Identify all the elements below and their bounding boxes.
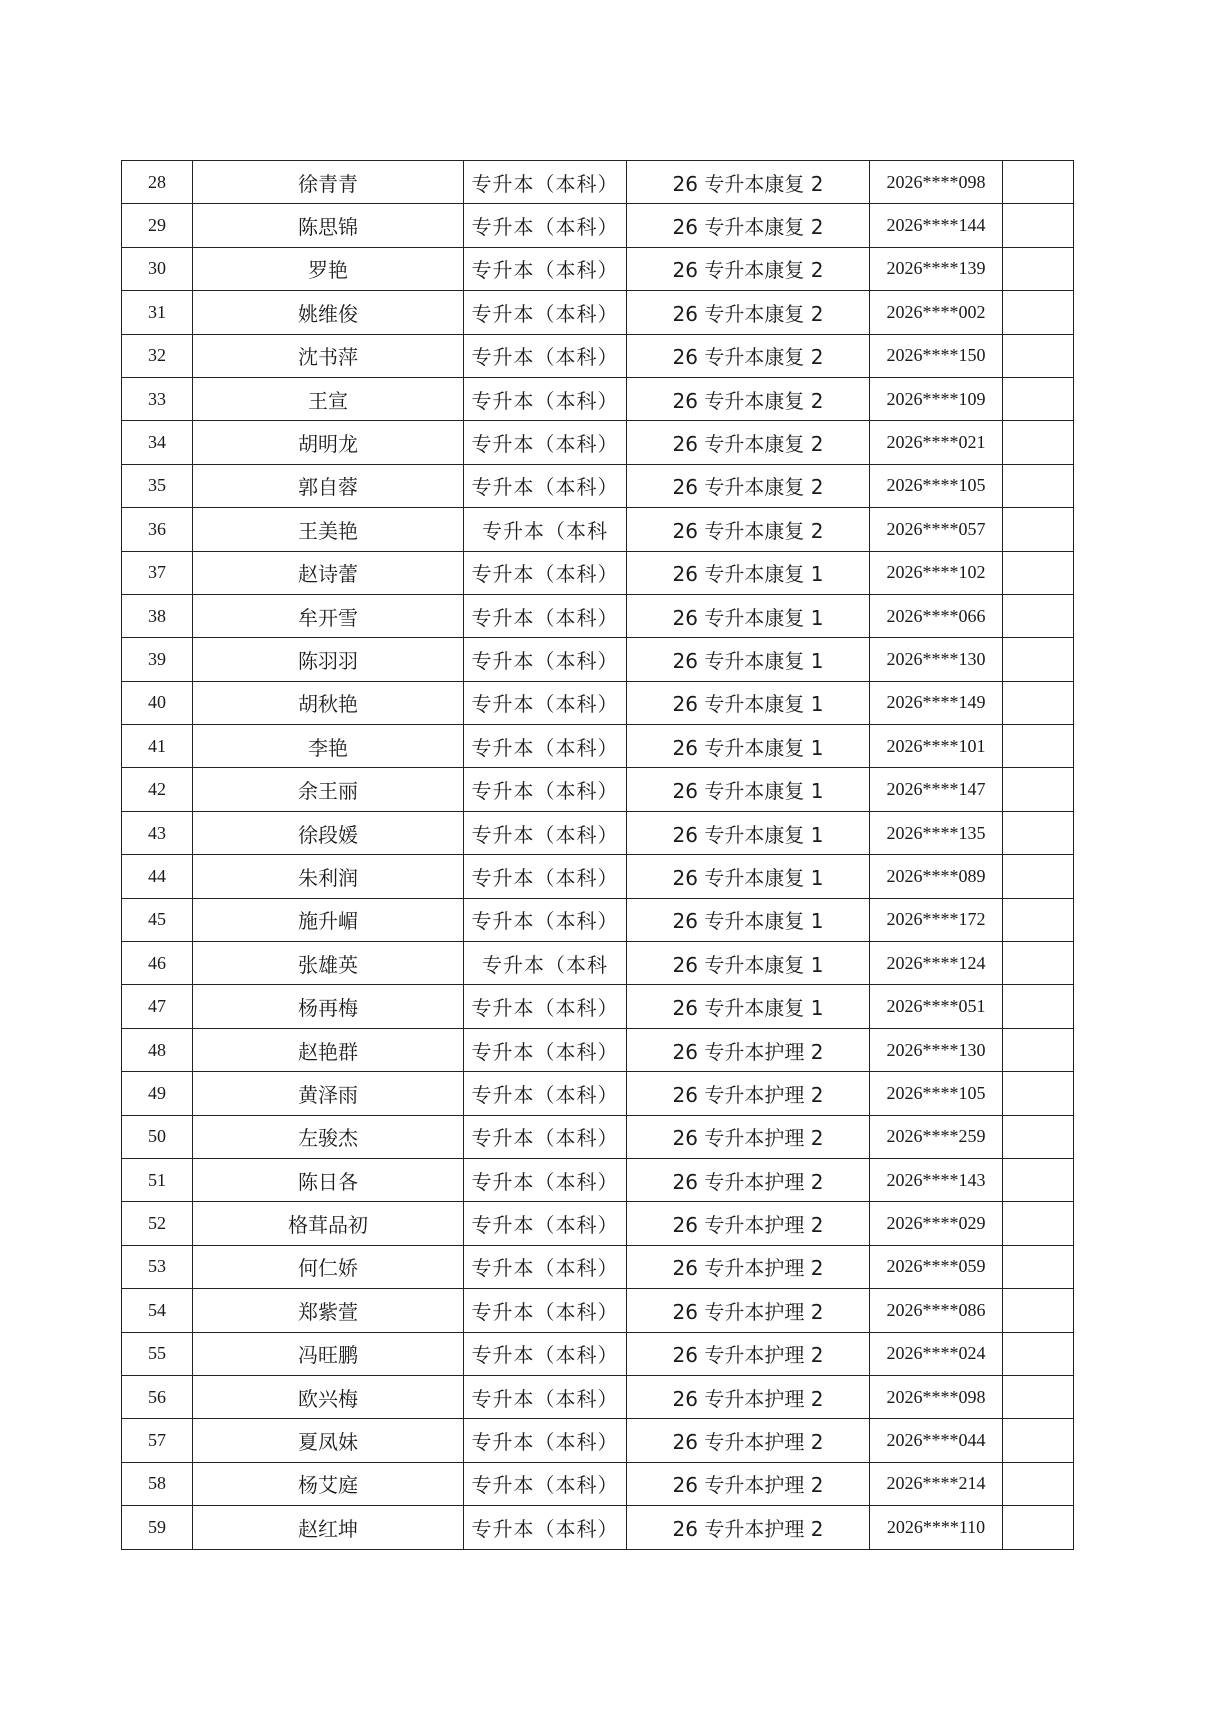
student-name: 朱利润 — [193, 855, 464, 898]
student-id: 2026****029 — [870, 1202, 1003, 1245]
student-name: 杨艾庭 — [193, 1462, 464, 1505]
row-number: 34 — [122, 421, 193, 464]
class-name: 26 专升本康复 2 — [627, 508, 870, 551]
table-row — [122, 551, 1074, 594]
class-name: 26 专升本康复 1 — [627, 942, 870, 985]
student-name: 施升嵋 — [193, 898, 464, 941]
table-row — [122, 1506, 1074, 1549]
class-name: 26 专升本护理 2 — [627, 1115, 870, 1158]
student-name: 牟开雪 — [193, 594, 464, 637]
remark-cell — [1003, 204, 1074, 247]
table-row — [122, 811, 1074, 854]
student-name: 沈书萍 — [193, 334, 464, 377]
class-name: 26 专升本护理 2 — [627, 1072, 870, 1115]
table-row — [122, 942, 1074, 985]
remark-cell — [1003, 334, 1074, 377]
student-id: 2026****066 — [870, 594, 1003, 637]
admission-type: 专升本（本科） — [464, 1506, 627, 1549]
class-name: 26 专升本康复 1 — [627, 768, 870, 811]
remark-cell — [1003, 594, 1074, 637]
row-number: 45 — [122, 898, 193, 941]
remark-cell — [1003, 1028, 1074, 1071]
student-name: 姚维俊 — [193, 291, 464, 334]
row-number: 44 — [122, 855, 193, 898]
row-number: 54 — [122, 1289, 193, 1332]
row-number: 39 — [122, 638, 193, 681]
class-name: 26 专升本康复 1 — [627, 681, 870, 724]
row-number: 36 — [122, 508, 193, 551]
admission-type: 专升本（本科） — [464, 464, 627, 507]
remark-cell — [1003, 942, 1074, 985]
student-id: 2026****259 — [870, 1115, 1003, 1158]
row-number: 49 — [122, 1072, 193, 1115]
remark-cell — [1003, 161, 1074, 204]
student-id: 2026****150 — [870, 334, 1003, 377]
student-id: 2026****044 — [870, 1419, 1003, 1462]
class-name: 26 专升本护理 2 — [627, 1332, 870, 1375]
admission-type: 专升本（本科） — [464, 681, 627, 724]
student-name: 郭自蓉 — [193, 464, 464, 507]
student-id: 2026****124 — [870, 942, 1003, 985]
student-id: 2026****172 — [870, 898, 1003, 941]
remark-cell — [1003, 247, 1074, 290]
table-row — [122, 985, 1074, 1028]
admission-type: 专升本（本科） — [464, 421, 627, 464]
student-name: 李艳 — [193, 725, 464, 768]
student-id: 2026****144 — [870, 204, 1003, 247]
row-number: 38 — [122, 594, 193, 637]
student-name: 王美艳 — [193, 508, 464, 551]
student-id: 2026****135 — [870, 811, 1003, 854]
roster-body — [122, 161, 1074, 1550]
remark-cell — [1003, 1419, 1074, 1462]
remark-cell — [1003, 508, 1074, 551]
remark-cell — [1003, 681, 1074, 724]
admission-type: 专升本（本科） — [464, 638, 627, 681]
row-number: 28 — [122, 161, 193, 204]
row-number: 47 — [122, 985, 193, 1028]
remark-cell — [1003, 1202, 1074, 1245]
student-name: 郑紫萱 — [193, 1289, 464, 1332]
admission-type: 专升本（本科） — [464, 1462, 627, 1505]
admission-type: 专升本（本科） — [464, 204, 627, 247]
table-row — [122, 247, 1074, 290]
row-number: 32 — [122, 334, 193, 377]
student-name: 徐青青 — [193, 161, 464, 204]
student-name: 张雄英 — [193, 942, 464, 985]
class-name: 26 专升本康复 2 — [627, 161, 870, 204]
admission-type: 专升本（本科） — [464, 1202, 627, 1245]
student-name: 何仁娇 — [193, 1245, 464, 1288]
admission-type: 专升本（本科） — [464, 594, 627, 637]
class-name: 26 专升本护理 2 — [627, 1462, 870, 1505]
table-row — [122, 204, 1074, 247]
student-id: 2026****149 — [870, 681, 1003, 724]
student-name: 格茸品初 — [193, 1202, 464, 1245]
row-number: 56 — [122, 1375, 193, 1418]
student-id: 2026****130 — [870, 1028, 1003, 1071]
student-id: 2026****057 — [870, 508, 1003, 551]
table-row — [122, 1289, 1074, 1332]
student-id: 2026****101 — [870, 725, 1003, 768]
student-name: 胡秋艳 — [193, 681, 464, 724]
student-name: 徐段媛 — [193, 811, 464, 854]
student-name: 余王丽 — [193, 768, 464, 811]
student-name: 陈思锦 — [193, 204, 464, 247]
remark-cell — [1003, 1375, 1074, 1418]
class-name: 26 专升本护理 2 — [627, 1375, 870, 1418]
student-id: 2026****139 — [870, 247, 1003, 290]
student-id: 2026****098 — [870, 161, 1003, 204]
row-number: 58 — [122, 1462, 193, 1505]
table-row — [122, 768, 1074, 811]
admission-type: 专升本（本科） — [464, 247, 627, 290]
student-id: 2026****002 — [870, 291, 1003, 334]
remark-cell — [1003, 1158, 1074, 1201]
row-number: 40 — [122, 681, 193, 724]
remark-cell — [1003, 1072, 1074, 1115]
student-id: 2026****214 — [870, 1462, 1003, 1505]
class-name: 26 专升本护理 2 — [627, 1158, 870, 1201]
table-row — [122, 725, 1074, 768]
table-row — [122, 681, 1074, 724]
student-id: 2026****147 — [870, 768, 1003, 811]
remark-cell — [1003, 898, 1074, 941]
class-name: 26 专升本康复 2 — [627, 204, 870, 247]
student-name: 赵艳群 — [193, 1028, 464, 1071]
class-name: 26 专升本康复 2 — [627, 291, 870, 334]
table-row — [122, 638, 1074, 681]
student-id: 2026****051 — [870, 985, 1003, 1028]
admission-type: 专升本（本科） — [464, 1158, 627, 1201]
student-id: 2026****086 — [870, 1289, 1003, 1332]
table-row — [122, 898, 1074, 941]
remark-cell — [1003, 985, 1074, 1028]
student-id: 2026****110 — [870, 1506, 1003, 1549]
admission-type: 专升本（本科） — [464, 1028, 627, 1071]
row-number: 57 — [122, 1419, 193, 1462]
row-number: 46 — [122, 942, 193, 985]
student-id: 2026****024 — [870, 1332, 1003, 1375]
class-name: 26 专升本康复 2 — [627, 421, 870, 464]
table-row — [122, 1462, 1074, 1505]
class-name: 26 专升本康复 1 — [627, 855, 870, 898]
table-row — [122, 1202, 1074, 1245]
admission-type: 专升本（本科） — [464, 334, 627, 377]
remark-cell — [1003, 551, 1074, 594]
student-name: 王宣 — [193, 377, 464, 420]
student-name: 左骏杰 — [193, 1115, 464, 1158]
admission-type: 专升本（本科 — [464, 508, 627, 551]
admission-type: 专升本（本科） — [464, 985, 627, 1028]
class-name: 26 专升本护理 2 — [627, 1419, 870, 1462]
admission-type: 专升本（本科） — [464, 551, 627, 594]
admission-type: 专升本（本科） — [464, 725, 627, 768]
student-roster-table — [121, 160, 1074, 1550]
table-row — [122, 1072, 1074, 1115]
admission-type: 专升本（本科） — [464, 1332, 627, 1375]
remark-cell — [1003, 1462, 1074, 1505]
student-name: 胡明龙 — [193, 421, 464, 464]
table-row — [122, 1028, 1074, 1071]
student-id: 2026****102 — [870, 551, 1003, 594]
class-name: 26 专升本护理 2 — [627, 1202, 870, 1245]
remark-cell — [1003, 638, 1074, 681]
student-name: 黄泽雨 — [193, 1072, 464, 1115]
remark-cell — [1003, 1332, 1074, 1375]
remark-cell — [1003, 464, 1074, 507]
class-name: 26 专升本康复 2 — [627, 334, 870, 377]
table-row — [122, 1158, 1074, 1201]
admission-type: 专升本（本科） — [464, 161, 627, 204]
student-name: 欧兴梅 — [193, 1375, 464, 1418]
row-number: 41 — [122, 725, 193, 768]
row-number: 31 — [122, 291, 193, 334]
remark-cell — [1003, 1115, 1074, 1158]
class-name: 26 专升本康复 1 — [627, 551, 870, 594]
student-id: 2026****143 — [870, 1158, 1003, 1201]
row-number: 52 — [122, 1202, 193, 1245]
table-row — [122, 1375, 1074, 1418]
row-number: 43 — [122, 811, 193, 854]
remark-cell — [1003, 768, 1074, 811]
student-name: 陈日各 — [193, 1158, 464, 1201]
row-number: 48 — [122, 1028, 193, 1071]
table-row — [122, 1419, 1074, 1462]
row-number: 33 — [122, 377, 193, 420]
admission-type: 专升本（本科） — [464, 1245, 627, 1288]
class-name: 26 专升本康复 1 — [627, 898, 870, 941]
table-row — [122, 1332, 1074, 1375]
table-row — [122, 421, 1074, 464]
admission-type: 专升本（本科） — [464, 898, 627, 941]
admission-type: 专升本（本科） — [464, 811, 627, 854]
student-name: 赵诗蕾 — [193, 551, 464, 594]
admission-type: 专升本（本科） — [464, 1289, 627, 1332]
class-name: 26 专升本康复 1 — [627, 811, 870, 854]
remark-cell — [1003, 291, 1074, 334]
admission-type: 专升本（本科） — [464, 1419, 627, 1462]
student-name: 陈羽羽 — [193, 638, 464, 681]
remark-cell — [1003, 1289, 1074, 1332]
student-id: 2026****021 — [870, 421, 1003, 464]
table-row — [122, 1115, 1074, 1158]
student-id: 2026****089 — [870, 855, 1003, 898]
class-name: 26 专升本康复 2 — [627, 464, 870, 507]
row-number: 29 — [122, 204, 193, 247]
admission-type: 专升本（本科） — [464, 1375, 627, 1418]
class-name: 26 专升本康复 1 — [627, 638, 870, 681]
admission-type: 专升本（本科） — [464, 855, 627, 898]
student-id: 2026****098 — [870, 1375, 1003, 1418]
student-name: 冯旺鹏 — [193, 1332, 464, 1375]
remark-cell — [1003, 377, 1074, 420]
class-name: 26 专升本康复 2 — [627, 377, 870, 420]
remark-cell — [1003, 811, 1074, 854]
student-id: 2026****109 — [870, 377, 1003, 420]
student-name: 赵红坤 — [193, 1506, 464, 1549]
class-name: 26 专升本康复 2 — [627, 247, 870, 290]
row-number: 51 — [122, 1158, 193, 1201]
table-row — [122, 855, 1074, 898]
student-id: 2026****130 — [870, 638, 1003, 681]
class-name: 26 专升本护理 2 — [627, 1245, 870, 1288]
admission-type: 专升本（本科） — [464, 1115, 627, 1158]
class-name: 26 专升本康复 1 — [627, 985, 870, 1028]
admission-type: 专升本（本科） — [464, 291, 627, 334]
row-number: 30 — [122, 247, 193, 290]
table-row — [122, 334, 1074, 377]
class-name: 26 专升本康复 1 — [627, 725, 870, 768]
admission-type: 专升本（本科 — [464, 942, 627, 985]
table-row — [122, 508, 1074, 551]
class-name: 26 专升本护理 2 — [627, 1506, 870, 1549]
admission-type: 专升本（本科） — [464, 1072, 627, 1115]
class-name: 26 专升本护理 2 — [627, 1028, 870, 1071]
row-number: 50 — [122, 1115, 193, 1158]
table-row — [122, 161, 1074, 204]
admission-type: 专升本（本科） — [464, 377, 627, 420]
row-number: 35 — [122, 464, 193, 507]
remark-cell — [1003, 855, 1074, 898]
remark-cell — [1003, 1245, 1074, 1288]
row-number: 59 — [122, 1506, 193, 1549]
class-name: 26 专升本护理 2 — [627, 1289, 870, 1332]
remark-cell — [1003, 421, 1074, 464]
table-row — [122, 377, 1074, 420]
student-name: 杨再梅 — [193, 985, 464, 1028]
table-row — [122, 291, 1074, 334]
row-number: 53 — [122, 1245, 193, 1288]
table-row — [122, 1245, 1074, 1288]
student-name: 罗艳 — [193, 247, 464, 290]
student-id: 2026****059 — [870, 1245, 1003, 1288]
student-id: 2026****105 — [870, 1072, 1003, 1115]
remark-cell — [1003, 1506, 1074, 1549]
student-id: 2026****105 — [870, 464, 1003, 507]
row-number: 42 — [122, 768, 193, 811]
class-name: 26 专升本康复 1 — [627, 594, 870, 637]
table-row — [122, 464, 1074, 507]
remark-cell — [1003, 725, 1074, 768]
table-row — [122, 594, 1074, 637]
row-number: 55 — [122, 1332, 193, 1375]
student-name: 夏凤妹 — [193, 1419, 464, 1462]
row-number: 37 — [122, 551, 193, 594]
admission-type: 专升本（本科） — [464, 768, 627, 811]
